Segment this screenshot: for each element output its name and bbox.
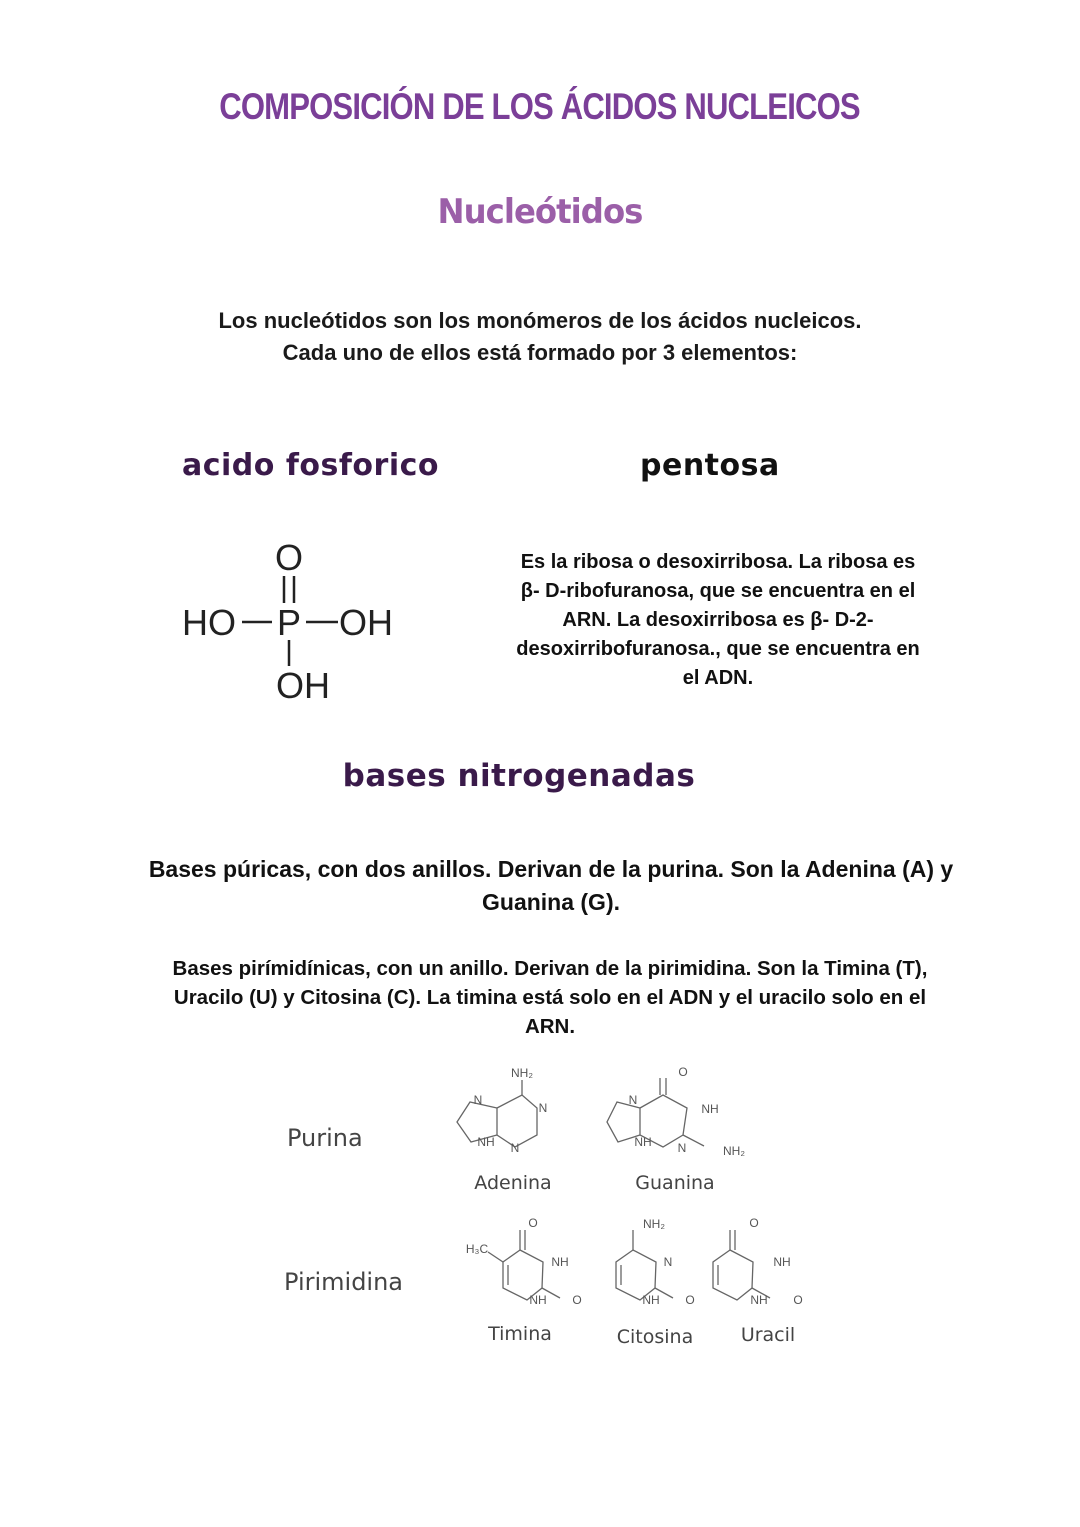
purines-line: Guanina (G). — [482, 889, 620, 915]
name-cytosine: Citosina — [616, 1326, 694, 1348]
uracil-structure — [713, 1216, 803, 1346]
guanine-structure — [607, 1065, 745, 1194]
atom-label: NH — [701, 1102, 719, 1116]
section-title-nucleotides: Nucleótidos — [437, 192, 643, 232]
intro-line: Cada uno de ellos está formado por 3 elementos: — [282, 340, 798, 365]
atom-label: H₃C — [465, 1242, 489, 1256]
atom-label: NH₂ — [723, 1144, 745, 1158]
atom-label: N — [628, 1093, 638, 1107]
pentose-line: el ADN. — [682, 667, 754, 689]
atom-label: N — [677, 1141, 687, 1155]
cytosine-structure — [616, 1217, 695, 1348]
atom-o: O — [274, 537, 304, 578]
atom-label: O — [678, 1065, 688, 1079]
pyrimidines-line: ARN. — [524, 1015, 576, 1038]
atom-label: N — [473, 1093, 483, 1107]
heading-phosphoric-acid: acido fosforico — [182, 448, 439, 483]
atom-label: NH — [477, 1135, 495, 1149]
atom-label: NH — [773, 1255, 791, 1269]
pentose-line: Es la ribosa o desoxirribosa. La ribosa es — [520, 551, 916, 573]
pentose-line: β- D-ribofuranosa, que se encuentra en el — [520, 580, 916, 602]
name-guanine: Guanina — [635, 1172, 715, 1194]
thymine-structure — [466, 1216, 582, 1345]
heading-nitrogenous-bases: bases nitrogenadas — [342, 758, 696, 794]
page-title: COMPOSICIÓN DE LOS ÁCIDOS NUCLEICOS — [219, 86, 860, 127]
adenine-structure — [457, 1066, 552, 1194]
atom-label: O — [685, 1293, 695, 1307]
atom-label: NH — [642, 1293, 660, 1307]
pyrimidines-line: Uracilo (U) y Citosina (C). La timina está solo en el ADN y el uracilo solo en el — [173, 986, 927, 1009]
pentose-line: ARN. La desoxirribosa es β- D-2- — [562, 609, 874, 631]
pyrimidines-line: Bases pirímidínicas, con un anillo. Derivan de la pirimidina. Son la Timina (T), — [172, 957, 928, 980]
atom-label: O — [749, 1216, 759, 1230]
atom-label: NH — [634, 1135, 652, 1149]
row-label-purine: Purina — [287, 1124, 363, 1152]
atom-label: NH₂ — [643, 1217, 665, 1231]
atom-label: N — [538, 1101, 548, 1115]
name-uracil: Uracil — [740, 1324, 796, 1346]
pentose-line: desoxirribofuranosa., que se encuentra en — [516, 638, 920, 660]
atom-label: N — [510, 1141, 520, 1155]
atom-oh-bottom: OH — [276, 665, 330, 706]
atom-label: O — [793, 1293, 803, 1307]
atom-oh: OH — [339, 602, 393, 643]
atom-label: O — [572, 1293, 582, 1307]
atom-label: NH — [750, 1293, 768, 1307]
atom-label: N — [663, 1255, 673, 1269]
name-adenine: Adenina — [474, 1172, 552, 1194]
row-label-pyrimidine: Pirimidina — [284, 1268, 404, 1296]
heading-pentose: pentosa — [640, 448, 780, 483]
intro-line: Los nucleótidos son los monómeros de los ácidos nucleicos. — [218, 308, 862, 333]
purines-line: Bases púricas, con dos anillos. Derivan de la purina. Son la Adenina (A) y — [148, 856, 954, 882]
atom-p: P — [276, 602, 302, 643]
atom-label: O — [528, 1216, 538, 1230]
atom-ho: HO — [182, 602, 236, 643]
atom-label: NH — [529, 1293, 547, 1307]
name-thymine: Timina — [488, 1323, 552, 1345]
atom-label: NH — [551, 1255, 569, 1269]
atom-label: NH₂ — [511, 1066, 533, 1080]
